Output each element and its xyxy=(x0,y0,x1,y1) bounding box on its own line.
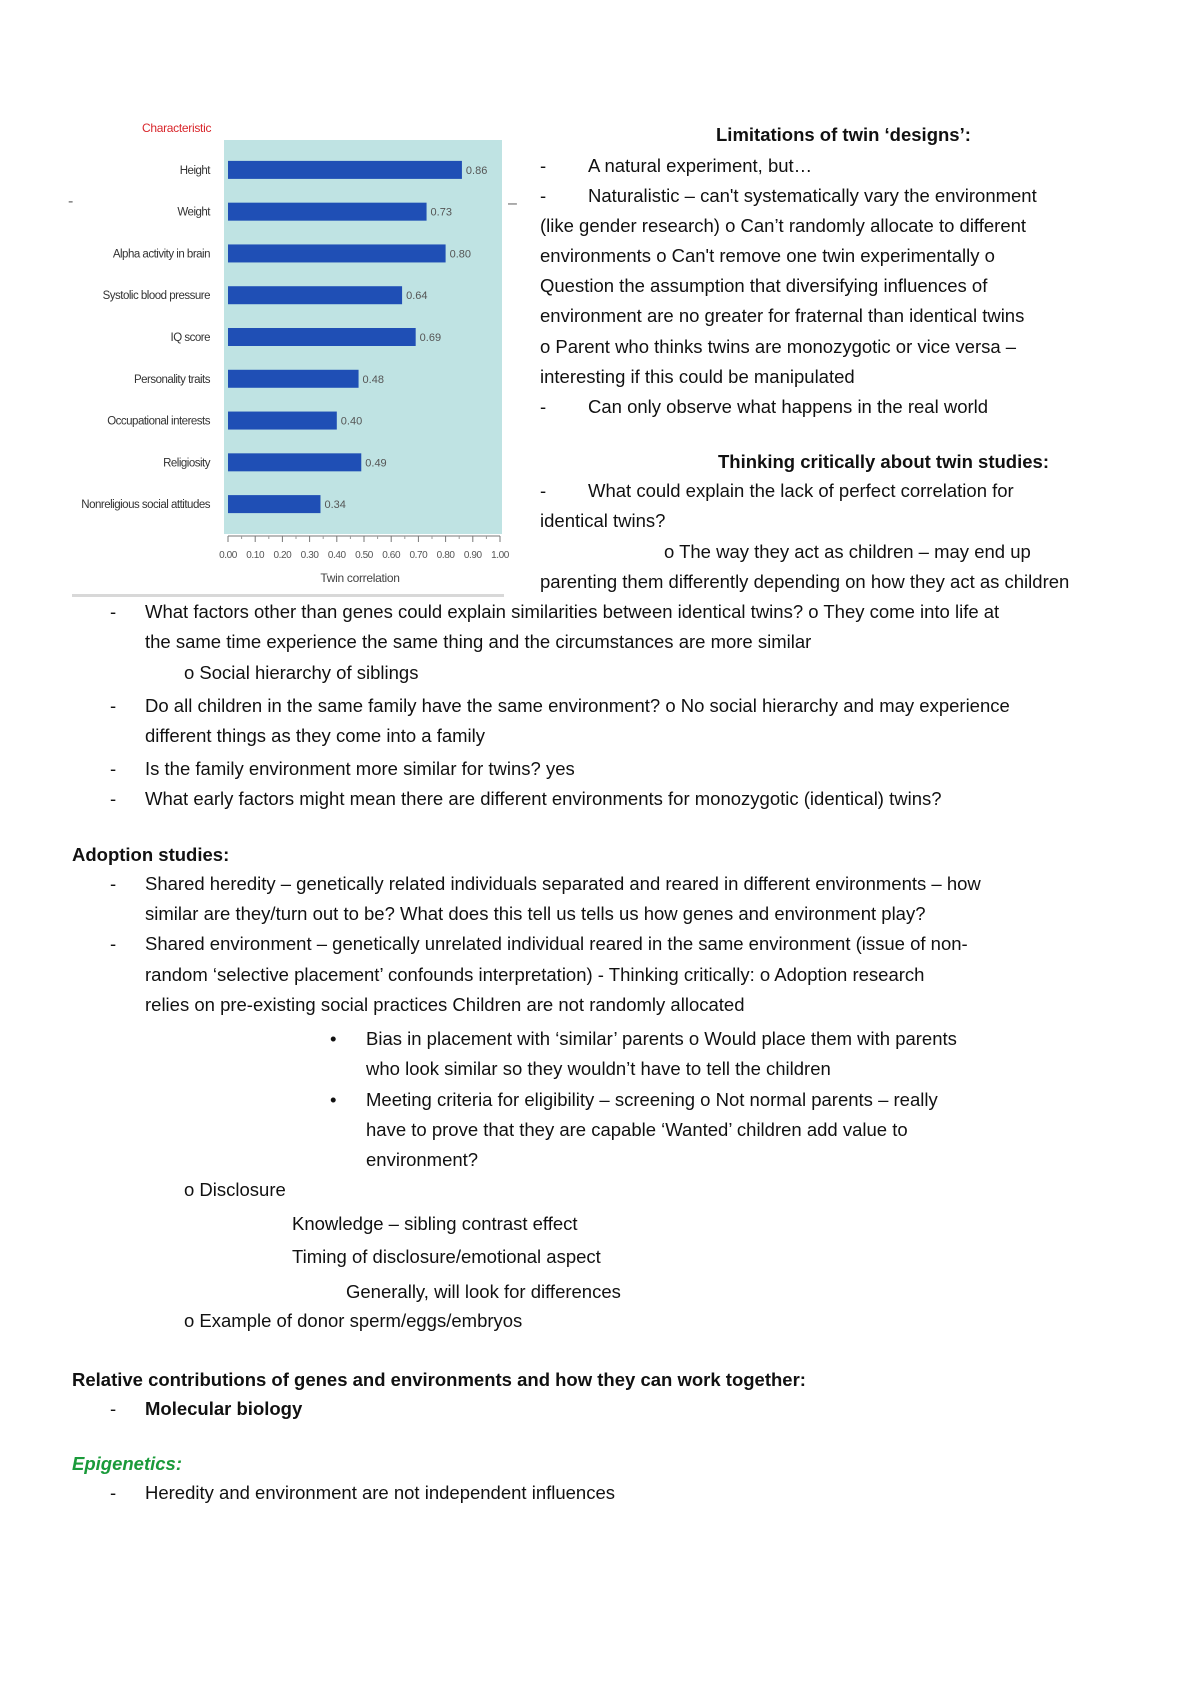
category-label: Weight xyxy=(177,206,210,219)
dash-bullet: - xyxy=(110,758,117,779)
category-label: Systolic blood pressure xyxy=(102,290,210,303)
x-tick-label: 0.10 xyxy=(246,550,265,561)
dash-bullet: - xyxy=(110,873,117,894)
x-tick-label: 0.90 xyxy=(463,550,482,561)
chart-title: Characteristic xyxy=(142,121,212,135)
x-tick-label: 1.00 xyxy=(491,550,509,561)
bar xyxy=(228,453,361,471)
bar xyxy=(228,286,402,304)
category-label: IQ score xyxy=(170,332,210,344)
limitations-line: Can only observe what happens in the real world xyxy=(588,396,989,417)
chart-svg xyxy=(72,118,509,596)
value-label: 0.64 xyxy=(406,290,428,303)
value-label: 0.73 xyxy=(430,206,452,219)
dash-bullet: - xyxy=(540,155,547,176)
twin-question-line: Is the family environment more similar for twins? yes xyxy=(145,758,575,779)
limitations-line: environment are no greater for fraternal than identical twins xyxy=(540,305,1025,326)
critical-line: o The way they act as children – may end up xyxy=(664,541,1031,562)
value-label: 0.69 xyxy=(419,332,442,344)
bar xyxy=(228,244,446,262)
epigenetics-heading: Epigenetics: xyxy=(72,1453,182,1474)
adoption-line: Bias in placement with ‘similar’ parents o Would place them with parents xyxy=(366,1028,957,1049)
dash-bullet: - xyxy=(540,185,547,206)
x-tick-label: 0.50 xyxy=(355,550,373,561)
adoption-line: o Disclosure xyxy=(184,1179,286,1200)
adoption-line: o Example of donor sperm/eggs/embryos xyxy=(184,1310,523,1331)
adoption-line: Generally, will look for differences xyxy=(346,1281,621,1302)
twin-question-line: Do all children in the same family have the same environment? o No social hierarchy and may experience xyxy=(145,695,1010,716)
critical-line: identical twins? xyxy=(540,510,666,531)
twin-correlation-chart xyxy=(72,118,509,596)
value-label: 0.49 xyxy=(365,457,387,470)
bar xyxy=(228,412,337,430)
limitations-line: Question the assumption that diversifying influences of xyxy=(540,275,988,296)
dot-bullet: • xyxy=(330,1028,337,1049)
dash-bullet: - xyxy=(110,788,117,809)
adoption-line: Meeting criteria for eligibility – screening o Not normal parents – really xyxy=(366,1089,938,1110)
critical-line: parenting them differently depending on how they act as children xyxy=(540,571,1070,592)
bar xyxy=(228,203,427,221)
limitations-line: A natural experiment, but… xyxy=(588,155,813,176)
x-tick-label: 0.20 xyxy=(273,550,292,561)
twin-question-line: What factors other than genes could explain similarities between identical twins? o They come into life at xyxy=(145,601,1000,622)
relative-item: Molecular biology xyxy=(145,1398,303,1419)
x-tick-label: 0.70 xyxy=(409,550,428,561)
relative-heading: Relative contributions of genes and environments and how they can work together: xyxy=(72,1369,806,1390)
adoption-line: Shared heredity – genetically related individuals separated and reared in different environments – how xyxy=(145,873,981,894)
bar xyxy=(228,328,416,346)
value-label: 0.86 xyxy=(465,164,488,177)
limitations-line: Naturalistic – can't systematically vary the environment xyxy=(588,185,1037,206)
limitations-line: environments o Can't remove one twin experimentally o xyxy=(540,245,995,266)
bar xyxy=(228,495,320,513)
twin-question-line: What early factors might mean there are different environments for monozygotic (identical) twins? xyxy=(145,788,942,809)
adoption-line: Shared environment – genetically unrelated individual reared in the same environment (issue of non- xyxy=(145,933,968,954)
adoption-heading: Adoption studies: xyxy=(72,844,230,865)
chart-bottom-border xyxy=(72,594,504,597)
category-label: Occupational interests xyxy=(107,415,210,428)
critical-line: What could explain the lack of perfect correlation for xyxy=(588,480,1014,501)
dash-bullet: - xyxy=(110,601,117,622)
x-tick-label: 0.00 xyxy=(219,550,237,561)
x-tick-label: 0.40 xyxy=(327,550,346,561)
twin-question-line: the same time experience the same thing and the circumstances are more similar xyxy=(145,631,812,652)
critical-heading: Thinking critically about twin studies: xyxy=(718,451,1049,472)
category-label: Nonreligious social attitudes xyxy=(81,499,210,512)
twin-question-line: different things as they come into a family xyxy=(145,725,486,746)
adoption-line: who look similar so they wouldn’t have to tell the children xyxy=(366,1058,831,1079)
bar xyxy=(228,161,462,179)
dash-bullet: - xyxy=(110,1398,117,1419)
value-label: 0.80 xyxy=(449,248,472,261)
bar xyxy=(228,370,359,388)
dash-bullet: - xyxy=(540,480,547,501)
value-label: 0.48 xyxy=(362,373,384,386)
value-label: 0.34 xyxy=(324,499,346,512)
x-tick-label: 0.30 xyxy=(300,550,319,561)
left-side-mark: - xyxy=(68,193,74,210)
dot-bullet: • xyxy=(330,1089,337,1110)
right-side-mark: – xyxy=(508,195,517,212)
x-tick-label: 0.60 xyxy=(382,550,401,561)
epigenetics-item: Heredity and environment are not independent influences xyxy=(145,1482,616,1503)
x-tick-label: 0.80 xyxy=(436,550,455,561)
value-label: 0.40 xyxy=(340,415,363,428)
adoption-line: relies on pre-existing social practices Children are not randomly allocated xyxy=(145,994,745,1015)
adoption-line: have to prove that they are capable ‘Wanted’ children add value to xyxy=(366,1119,908,1140)
twin-question-line: o Social hierarchy of siblings xyxy=(184,662,419,683)
limitations-line: o Parent who thinks twins are monozygotic or vice versa – xyxy=(540,336,1017,357)
limitations-line: (like gender research) o Can’t randomly allocate to different xyxy=(540,215,1027,236)
adoption-line: Timing of disclosure/emotional aspect xyxy=(292,1246,601,1267)
x-axis-label: Twin correlation xyxy=(320,571,400,585)
dash-bullet: - xyxy=(110,1482,117,1503)
limitations-line: interesting if this could be manipulated xyxy=(540,366,855,387)
category-label: Height xyxy=(179,164,210,177)
adoption-line: random ‘selective placement’ confounds interpretation) - Thinking critically: o Adoption research xyxy=(145,964,925,985)
limitations-heading: Limitations of twin ‘designs’: xyxy=(716,124,971,145)
dash-bullet: - xyxy=(540,396,547,417)
adoption-line: similar are they/turn out to be? What does this tell us tells us how genes and environment play? xyxy=(145,903,926,924)
dash-bullet: - xyxy=(110,933,117,954)
adoption-line: environment? xyxy=(366,1149,479,1170)
dash-bullet: - xyxy=(110,695,117,716)
category-label: Personality traits xyxy=(133,373,210,386)
category-label: Religiosity xyxy=(163,457,210,470)
category-label: Alpha activity in brain xyxy=(112,248,210,261)
adoption-line: Knowledge – sibling contrast effect xyxy=(292,1213,578,1234)
